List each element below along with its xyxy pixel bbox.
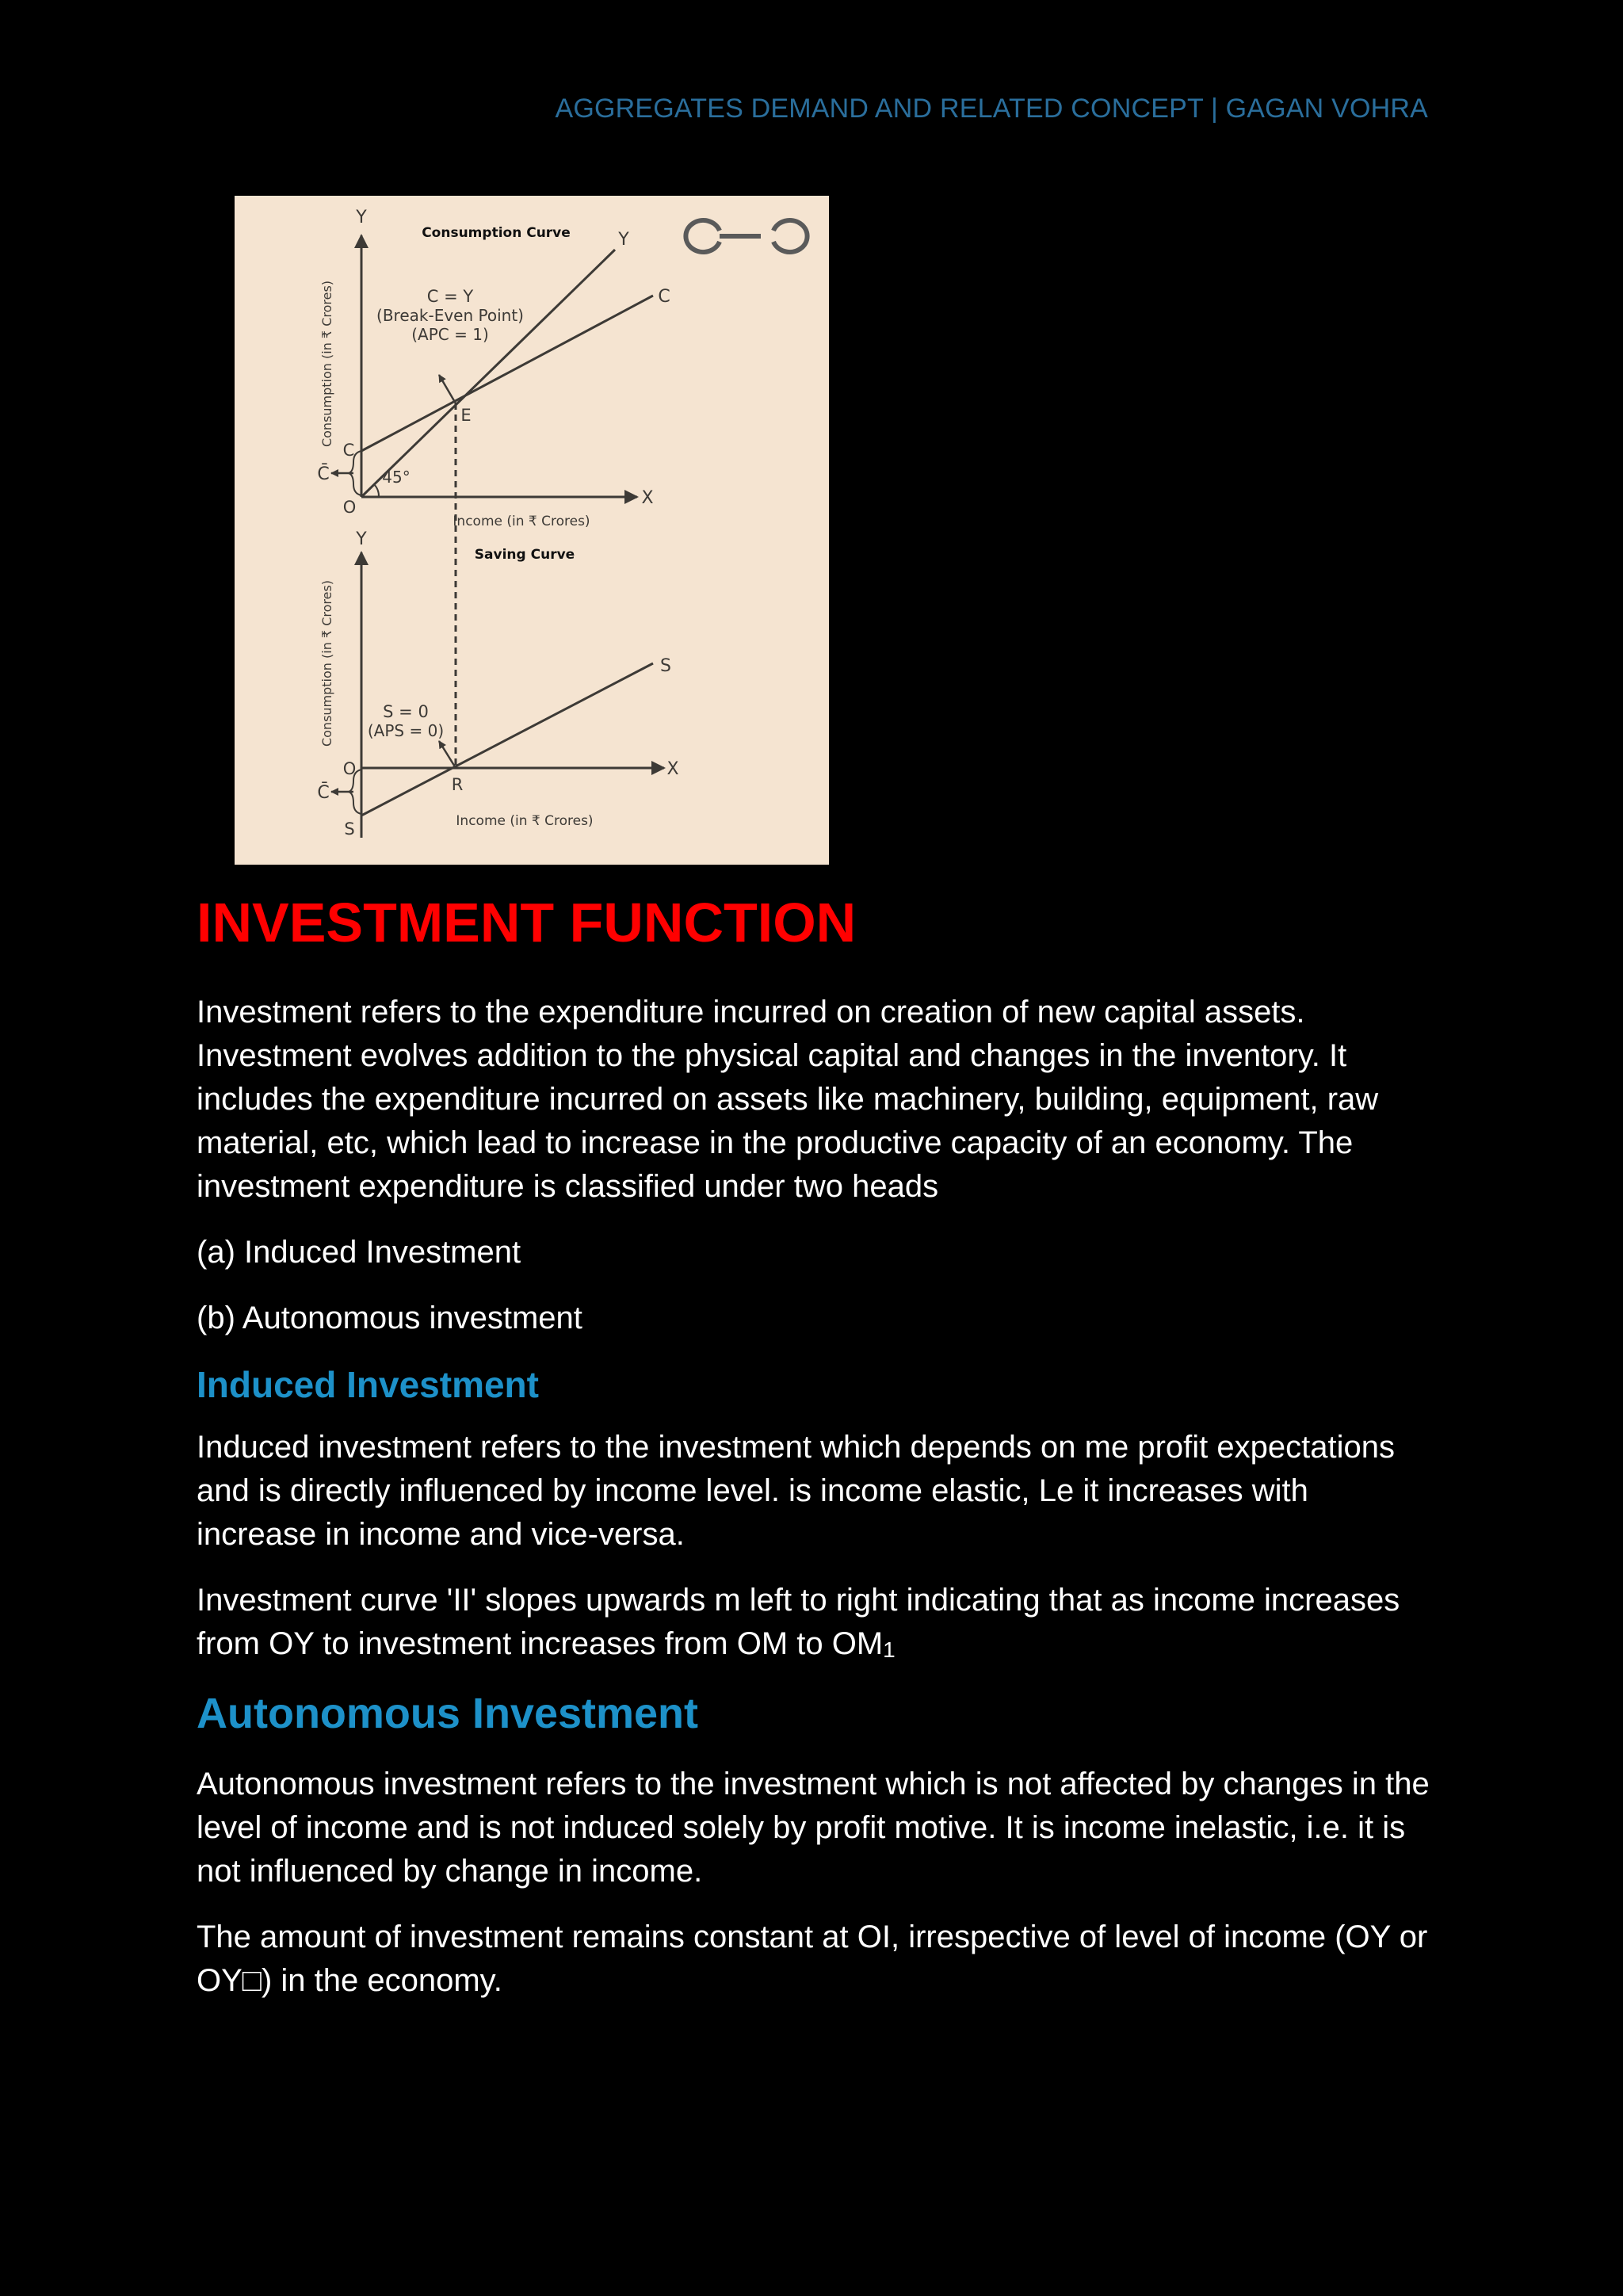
induced-paragraph-2 [197, 1579, 1433, 1666]
saving-annotation-1: S = 0 [383, 702, 429, 721]
top-panel-title: Consumption Curve [422, 225, 571, 241]
point-e-label: E [460, 406, 472, 425]
running-header: AGGREGATES DEMAND AND RELATED CONCEPT | GAGAN VOHRA [555, 94, 1428, 124]
induced-heading: Induced Investment [197, 1364, 539, 1405]
break-even-annotation-3: (APC = 1) [411, 325, 489, 344]
top-x-axis-letter: X [641, 488, 654, 508]
top-x-axis-label: Income (in ₹ Crores) [453, 514, 590, 529]
induced-paragraph-1: Induced investment refers to the investment which depends on me profit expectations and is directly influenced by income level. is income elastic, Le it increases with increase in income and vice-versa. [197, 1430, 1395, 1552]
induced-paragraph-2-text: Investment curve 'II' slopes upwards m left to right indicating that as income increases from OY to investment increases from OM to OM [197, 1583, 1400, 1661]
top-origin-label: O [342, 498, 357, 517]
subscript-one: 1 [883, 1637, 896, 1662]
diagram-svg [235, 196, 829, 865]
bottom-y-axis-label: Consumption (in ₹ Crores) [319, 579, 334, 747]
top-y-axis-label: Consumption (in ₹ Crores) [319, 280, 334, 448]
autonomous-paragraph-1: Autonomous investment refers to the investment which is not affected by changes in the level of income and is not induced solely by profit motive. It is income inelastic, i.e. it is not influenced by change in income. [197, 1767, 1430, 1889]
bottom-x-axis-label: Income (in ₹ Crores) [456, 813, 594, 829]
line-45-label: Y [618, 230, 629, 250]
autonomous-paragraph-2: The amount of investment remains constant at OI, irrespective of level of income (OY or OY□) in the economy. [197, 1920, 1428, 1998]
saving-annotation-2: (APS = 0) [367, 721, 445, 740]
break-even-annotation-1: C = Y [426, 287, 474, 306]
break-even-annotation-2: (Break-Even Point) [376, 306, 524, 325]
consumption-saving-diagram [235, 196, 829, 865]
angle-label: 45° [382, 468, 411, 487]
list-item: (a) Induced Investment [197, 1235, 521, 1270]
bottom-y-axis-letter: Y [356, 529, 367, 549]
main-content [197, 888, 1433, 2025]
bottom-cbar-label: C̄ [317, 783, 330, 803]
top-cbar-label: C̄ [317, 464, 330, 484]
list-item: (b) Autonomous investment [197, 1301, 582, 1335]
consumption-line-label: C [658, 287, 670, 307]
bottom-x-axis-letter: X [666, 759, 679, 779]
top-intercept-c-label: C [342, 441, 355, 460]
top-y-axis-letter: Y [356, 208, 367, 227]
point-r-label: R [451, 775, 464, 794]
page-title: INVESTMENT FUNCTION [197, 892, 857, 953]
saving-line-label: S [660, 656, 671, 676]
bottom-panel-title: Saving Curve [474, 547, 575, 563]
bottom-intercept-s-label: S [344, 819, 355, 839]
intro-paragraph: Investment refers to the expenditure incurred on creation of new capital assets. Investment evolves addition to the physical capital and changes in the inventory. It includes the expenditure incurred on assets like machinery, building, equipment, raw material, etc, which lead to increase in the productive capacity of an economy. The investment expenditure is classified under two heads [197, 995, 1379, 1204]
bottom-origin-label: O [342, 759, 357, 778]
autonomous-heading: Autonomous Investment [197, 1690, 699, 1737]
